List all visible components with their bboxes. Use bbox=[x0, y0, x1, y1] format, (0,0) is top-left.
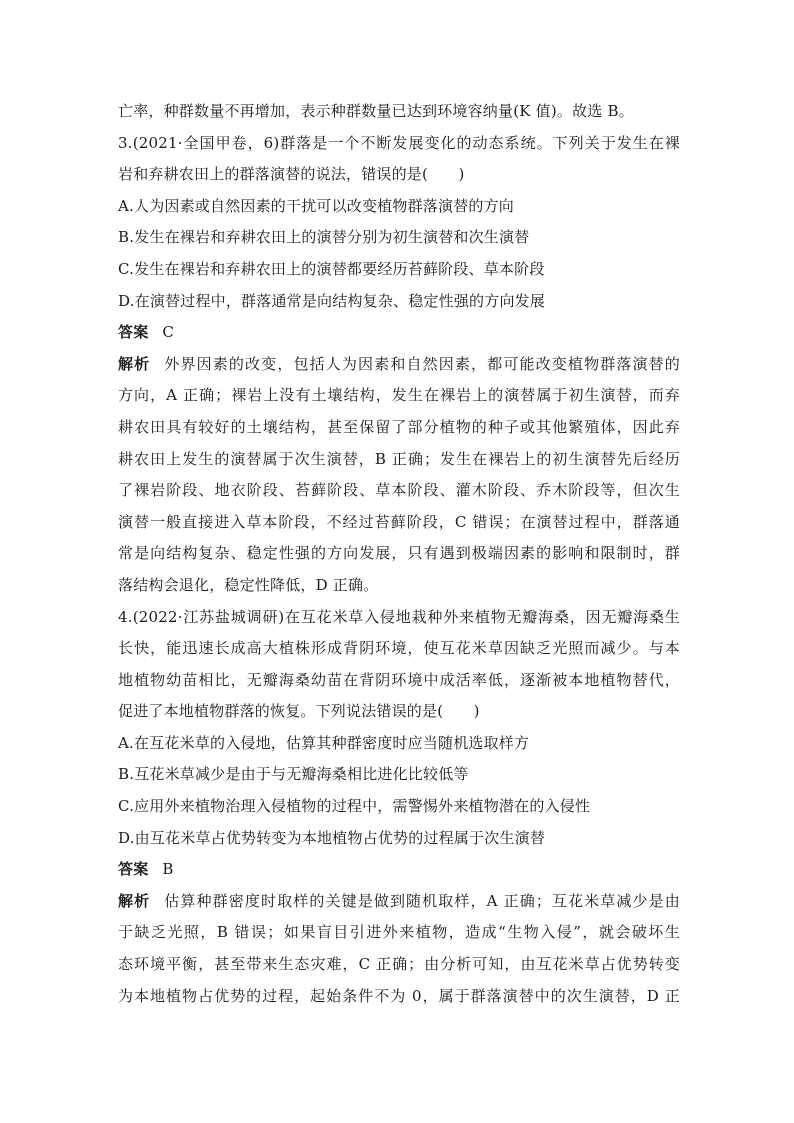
answer-label: 答案 bbox=[118, 860, 149, 879]
question-4-analysis-line-4: 为本地植物占优势的过程，起始条件不为 0，属于群落演替中的次生演替，D 正 bbox=[118, 986, 680, 1005]
document-page bbox=[118, 96, 680, 1012]
question-4-stem-line-1: 4.(2022·江苏盐城调研)在互花米草入侵地栽种外来植物无瓣海桑，因无瓣海桑生 bbox=[118, 607, 680, 626]
question-3-option-d: D.在演替过程中，群落通常是向结构复杂、稳定性强的方向发展 bbox=[118, 291, 546, 310]
answer-value: C bbox=[162, 323, 175, 342]
question-3-stem-line-1: 3.(2021·全国甲卷，6)群落是一个不断发展变化的动态系统。下列关于发生在裸 bbox=[118, 133, 680, 152]
question-4-option-a: A.在互花米草的入侵地，估算其种群密度时应当随机选取样方 bbox=[118, 733, 530, 752]
answer-label: 答案 bbox=[118, 323, 149, 342]
question-3-analysis-line-8: 落结构会退化，稳定性降低，D 正确。 bbox=[118, 575, 379, 594]
question-3-analysis-line-4: 耕农田上发生的演替属于次生演替，B 正确；发生在裸岩上的初生演替先后经历 bbox=[118, 449, 680, 468]
question-4-stem-line-4: 促进了本地植物群落的恢复。下列说法错误的是( ) bbox=[118, 702, 480, 721]
question-4-stem-line-2: 长快，能迅速长成高大植株形成背阴环境，使互花米草因缺乏光照而减少。与本 bbox=[118, 639, 680, 658]
text-line-1: 亡率，种群数量不再增加，表示种群数量已达到环境容纳量(K 值)。故选 B。 bbox=[118, 102, 634, 120]
question-4-option-c: C.应用外来植物治理入侵植物的过程中，需警惕外来植物潜在的入侵性 bbox=[118, 797, 591, 816]
question-4-stem-line-3: 地植物幼苗相比，无瓣海桑幼苗在背阴环境中成活率低，逐渐被本地植物替代， bbox=[118, 670, 680, 689]
question-3-option-b: B.发生在裸岩和弃耕农田上的演替分别为初生演替和次生演替 bbox=[118, 228, 530, 247]
question-4-option-d: D.由互花米草占优势转变为本地植物占优势的过程属于次生演替 bbox=[118, 828, 546, 847]
question-3-analysis-line-7: 常是向结构复杂、稳定性强的方向发展，只有遇到极端因素的影响和限制时，群 bbox=[118, 544, 680, 563]
analysis-label: 解析 bbox=[118, 891, 151, 910]
question-4-analysis-line-3: 态环境平衡，甚至带来生态灾难，C 正确；由分析可知，由互花米草占优势转变 bbox=[118, 955, 680, 974]
question-4-answer bbox=[118, 854, 680, 886]
question-4-option-b: B.互花米草减少是由于与无瓣海桑相比进化比较低等 bbox=[118, 765, 469, 784]
question-3-analysis-line-1 bbox=[118, 349, 680, 381]
analysis-label: 解析 bbox=[118, 354, 151, 373]
question-3-analysis-line-6: 演替一般直接进入草本阶段，不经过苔藓阶段，C 错误；在演替过程中，群落通 bbox=[118, 512, 680, 531]
analysis-text: 外界因素的改变，包括人为因素和自然因素，都可能改变植物群落演替的 bbox=[164, 354, 680, 373]
answer-value: B bbox=[162, 860, 174, 879]
question-3-analysis-line-2: 方向，A 正确；裸岩上没有土壤结构，发生在裸岩上的演替属于初生演替，而弃 bbox=[118, 386, 680, 405]
question-3-stem-line-2: 岩和弃耕农田上的群落演替的说法，错误的是( ) bbox=[118, 165, 465, 184]
question-3-analysis-line-3: 耕农田具有较好的土壤结构，甚至保留了部分植物的种子或其他繁殖体，因此弃 bbox=[118, 417, 680, 436]
question-3-answer bbox=[118, 317, 680, 349]
question-3-option-a: A.人为因素或自然因素的干扰可以改变植物群落演替的方向 bbox=[118, 196, 515, 215]
question-4-analysis-line-2: 于缺乏光照，B 错误；如果盲目引进外来植物，造成“生物入侵”，就会破坏生 bbox=[118, 923, 680, 942]
question-3-analysis-line-5: 了裸岩阶段、地衣阶段、苔藓阶段、草本阶段、灌木阶段、乔木阶段等，但次生 bbox=[118, 481, 680, 500]
question-4-analysis-line-1 bbox=[118, 886, 680, 918]
analysis-text: 估算种群密度时取样的关键是做到随机取样，A 正确；互花米草减少是由 bbox=[164, 891, 680, 910]
question-3-option-c: C.发生在裸岩和弃耕农田上的演替都要经历苔藓阶段、草本阶段 bbox=[118, 259, 545, 278]
